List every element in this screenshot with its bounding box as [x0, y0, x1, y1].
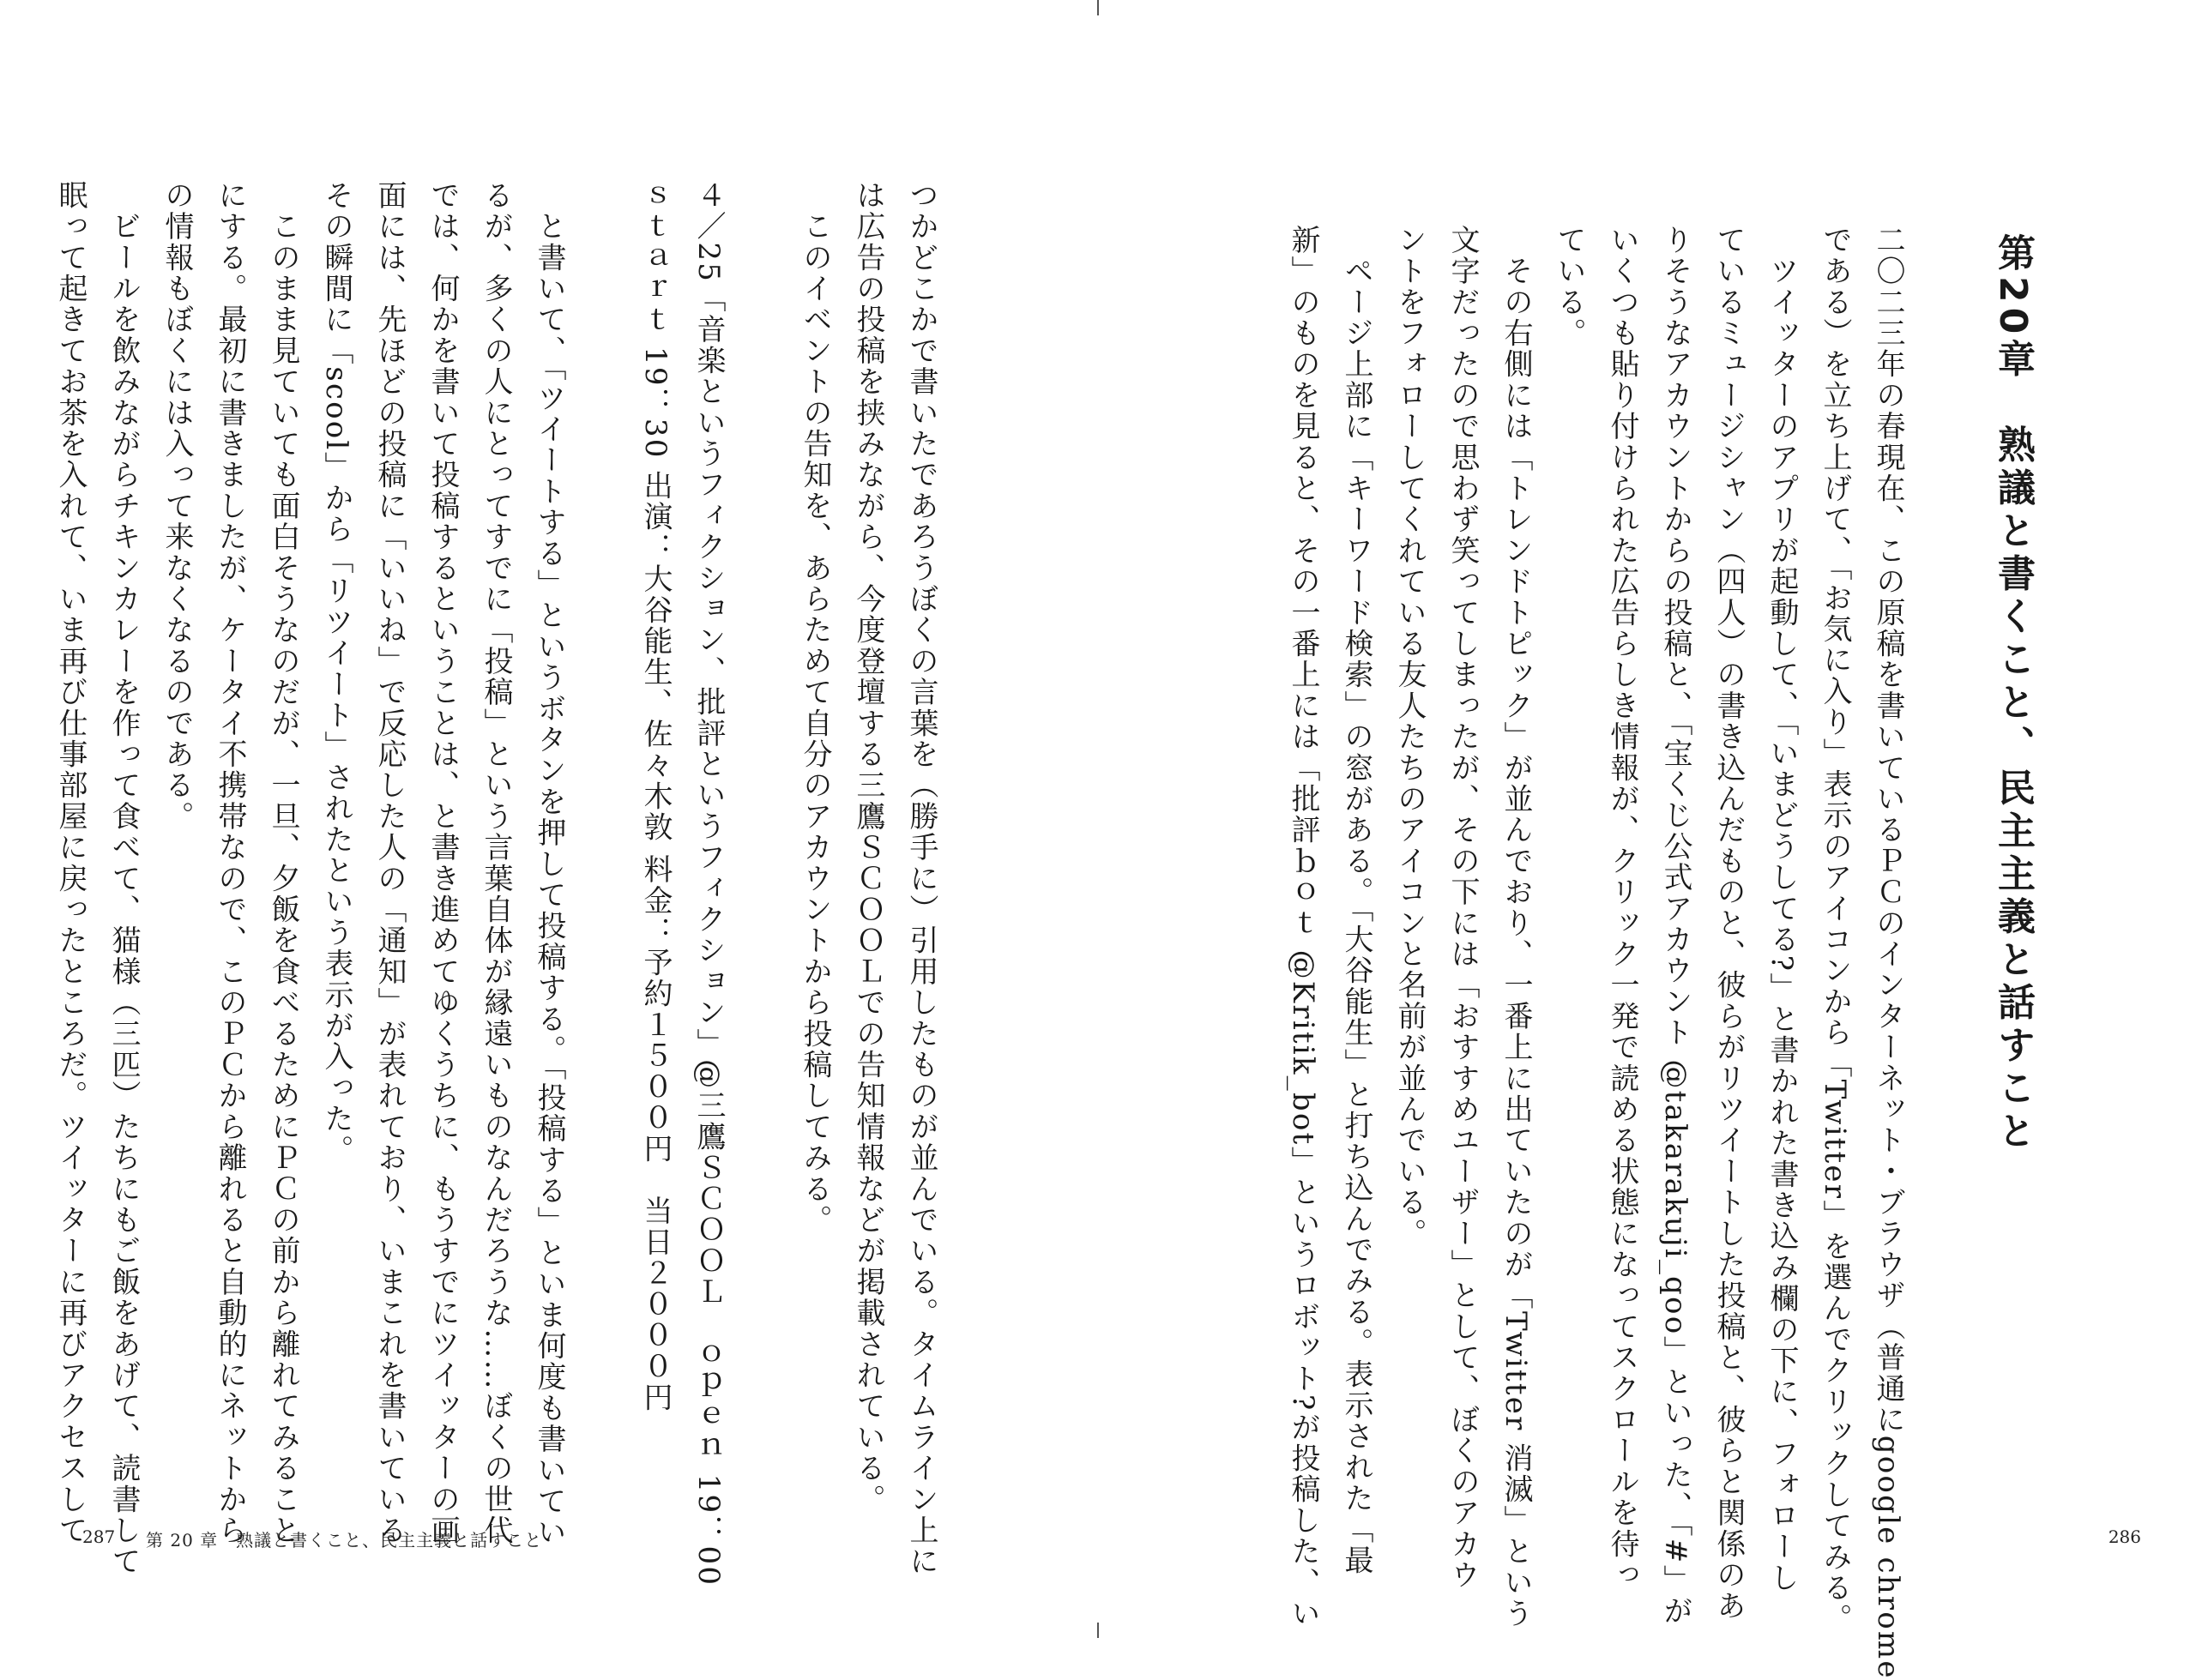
right-page-number: 286 [2108, 1526, 2141, 1547]
left-page-body-text: つかどこかで書いたであろうぼくの言葉を（勝手に）引用したものが並んでいる。タイムライン上に は広告の投稿を挟みながら、今度登壇する三鷹ＳＣＯＯＬでの告知情報などが掲載されている。 このイベントの告知を、あらためて自分のアカウントから投稿してみる。 ４／25「音楽というフィクション、批評というフィクション」@三鷹ＳＣＯＯＬ ｏｐｅｎ 19：00 ｓｔａｒｔ 19：30 出演：大谷能生、佐々木敦 料金：予約１５００円 当日２０００円 と書いて、「ツイートする」というボタンを押して投稿する。「投稿する」といま何度も書いてい るが、多くの人にとってすでに「投稿」という言葉自体が縁遠いものなんだろうな……ぼくの世代 では、何かを書いて投稿するということは、と書き進めてゆくうちに、もうすでにツイッターの画 面には、先ほどの投稿に「いいね」で反応した人の「通知」が表れており、いまこれを書いている その瞬間に「scool」から「リツイート」されたという表示が入った。 このまま見ていても面白そうなのだが、一旦、夕飯を食べるためにＰＣの前から離れてみること にする。最初に書きましたが、ケータイ不携帯なので、このＰＣから離れると自動的にネットから の情報もぼくには入って来なくなるのである。 ビールを飲みながらチキンカレーを作って食べて、猫様（三匹）たちにもご飯をあげて、読書して 眠って起きてお茶を入れて、いま再び仕事部屋に戻ったところだ。ツイッターに再びアクセスして [53, 180, 938, 1587]
right-page-body-text: 二〇二三年の春現在、この原稿を書いているＰＣのインターネット・ブラウザ（普通にgoogle chrome である）を立ち上げて、「お気に入り」表示のアイコンから「Twitter」を選んでクリックしてみる。 ツイッターのアプリが起動して、「いまどうしてる?」と書かれた書き込み欄の下に、フォローし ているミュージシャン（四人）の書き込んだものと、彼らがリツイートした投稿と、彼らと関係のあ りそうなアカウントからの投稿と、「宝くじ公式アカウント @takarakuji_qoo」といった、「#」が いくつも貼り付けられた広告らしき情報が、クリック一発で読める状態になってスクロールを待っ ている。 その右側には「トレンドトピック」が並んでおり、一番上に出ていたのが「Twitter 消滅」という 文字だったので思わず笑ってしまったが、その下には「おすすめユーザー」として、ぼくのアカウ ントをフォローしてくれている友人たちのアイコンと名前が並んでいる。 ページ上部に「キーワード検索」の窓がある。「大谷能生」と打ち込んでみる。表示された「最 新」のものを見ると、その一番上には「批評ｂｏｔ @Kritik_bot」というロボット?が投稿した、い [1286, 225, 1905, 1680]
right-page [1098, 0, 2196, 1680]
chapter-title: 熟議と書くこと、民主主義と話すこと [1991, 425, 2035, 1154]
running-head: 第 20 章 熟議と書くこと、民主主義と話すこと [146, 1530, 543, 1551]
left-page-number: 287 [82, 1526, 116, 1547]
left-page [0, 0, 1098, 1638]
chapter-heading [1985, 233, 2040, 1154]
chapter-label: 第20章 [1991, 233, 2035, 382]
